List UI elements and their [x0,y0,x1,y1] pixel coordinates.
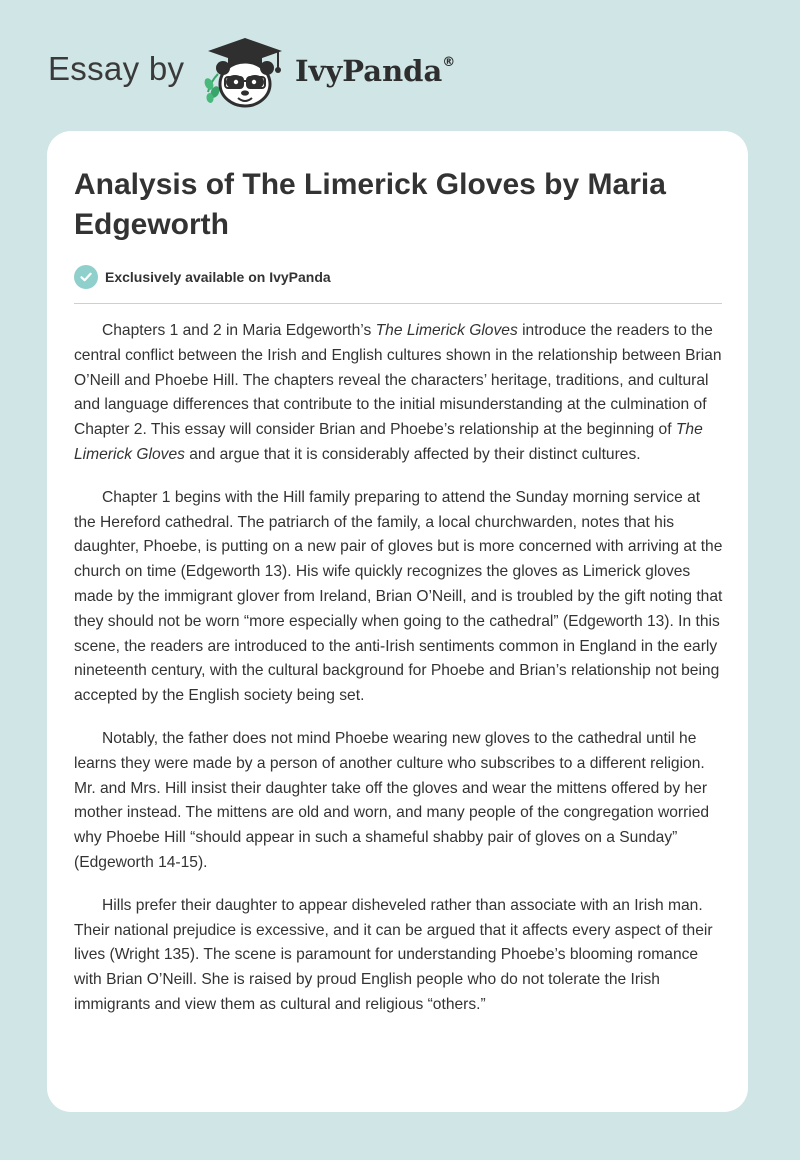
paragraph: Chapter 1 begins with the Hill family preparing to attend the Sunday morning service at the Hereford cathedral. The patriarch of the family, a local churchwarden, notes that his daughter, Phoebe, is putting on a new pair of gloves but is more concerned with arriving at the church on time (Edgeworth 13). His wife quickly recognizes the gloves as Limerick gloves made by the immigrant glover from Ireland, Brian O’Neill, and is troubled by the gift noting that they should not be worn “more especially when going to the cathedral” (Edgeworth 13). In this scene, the readers are introduced to the anti-Irish sentiments common in England in the early nineteenth century, with the cultural background for Phoebe and Brian’s relationship not being accepted by the English society being set. [74,488,723,705]
paragraph: Notably, the father does not mind Phoebe wearing new gloves to the cathedral until he learns they were made by a person of another culture who subscribes to a different religion. Mr. and Mrs. Hill insist their daughter take off the gloves and wear the mittens offered by her mother instead. The mittens are old and worn, and many people of the congregation worried why Phoebe Hill “should appear in such a shameful shabby pair of gloves on a Sunday” (Edgeworth 14-15). [74,729,710,871]
book-title-italic: The Limerick Gloves [375,322,518,339]
brand-prefix: Essay by [48,50,185,87]
registered-mark: ® [442,55,456,71]
badge-text: Exclusively available on IvyPanda [105,269,331,285]
exclusive-badge [74,264,331,290]
paragraph: Hills prefer their daughter to appear disheveled rather than associate with an Irish man. Their national prejudice is excessive, and it can be argued that it affects every aspect of their lives (Wright 135). The scene is paramount for understanding Phoebe’s blooming romance with Brian O’Neill. She is raised by proud English people who do not tolerate the Irish immigrants and view them as cultural and religious “others.” [74,896,713,1013]
essay-body [74,319,724,1036]
paragraph: Chapters 1 and 2 in Maria Edgeworth’s The Limerick Gloves introduce the readers to the central conflict between the Irish and English cultures shown in the relationship between Brian O’Neill and Phoebe Hill. The chapters reveal the characters’ heritage, traditions, and cultural and language differences that contribute to the initial misunderstanding at the culmination of Chapter 2. This essay will consider Brian and Phoebe’s relationship at the beginning of The Limerick Gloves and argue that it is considerably affected by their distinct cultures. [74,322,722,463]
panda-logo-icon[interactable] [198,34,292,110]
check-circle-icon [74,265,98,289]
page-title: Analysis of The Limerick Gloves by Maria Edgeworth [74,168,666,241]
divider [74,303,722,304]
site-header [0,0,800,120]
essay-card [47,131,748,1112]
brand-name[interactable]: IvyPanda® [295,54,456,88]
book-title-italic: The Limerick Gloves [74,421,703,463]
